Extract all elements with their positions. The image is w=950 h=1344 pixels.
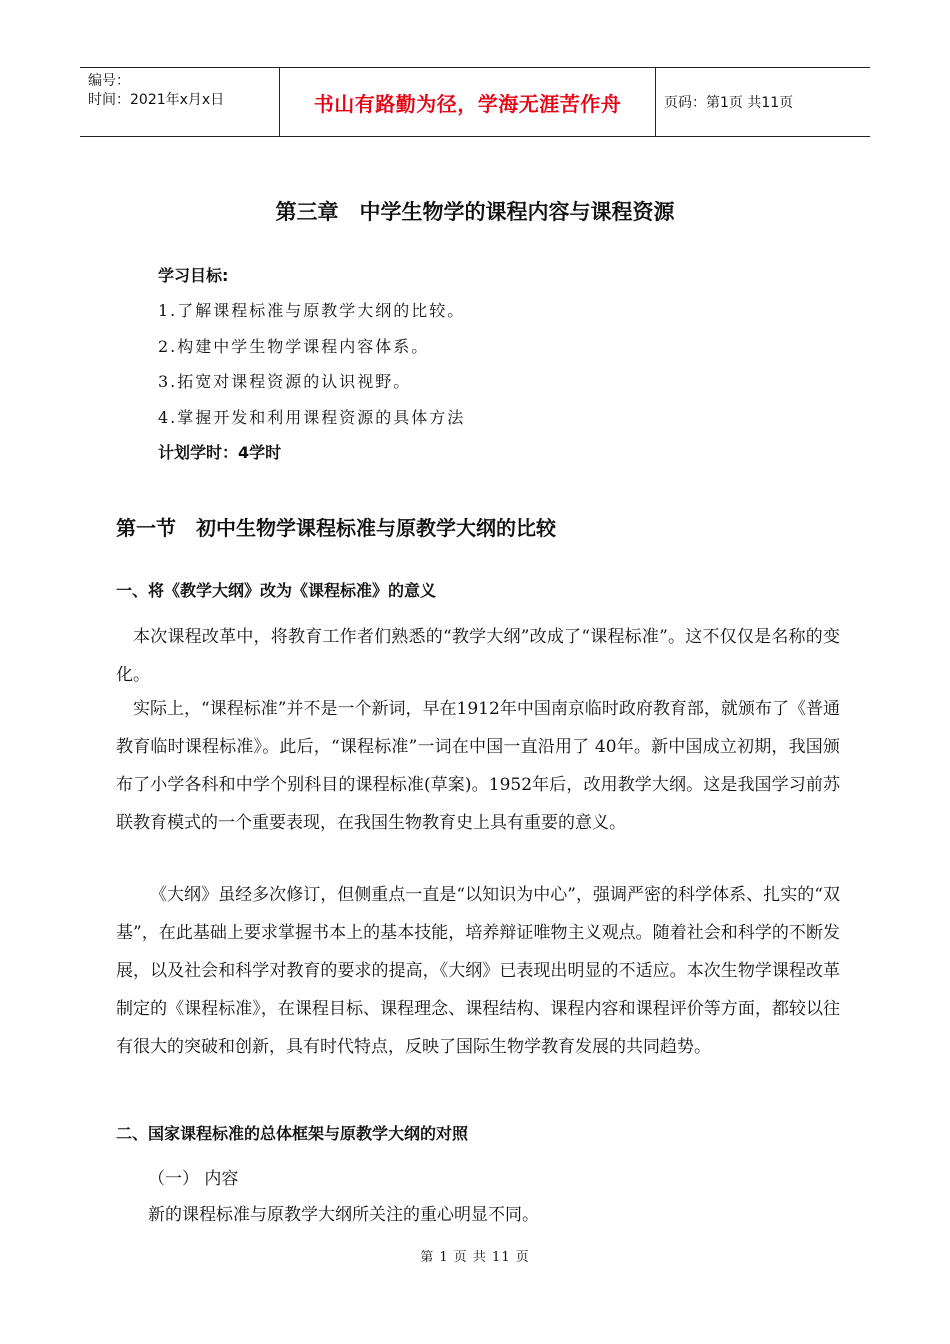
objective-item: 1.了解课程标准与原教学大纲的比较。 — [158, 301, 466, 320]
subsection-heading: 二、国家课程标准的总体框架与原教学大纲的对照 — [116, 1124, 469, 1143]
paragraph: 本次课程改革中，将教育工作者们熟悉的“教学大纲”改成了“课程标准”。这不仅仅是名称的变化。 — [116, 627, 840, 685]
list-item: （一） 内容 — [148, 1169, 239, 1189]
header-time-label: 时间：2021年x月x日 — [88, 92, 225, 108]
header-motto: 书山有路勤为径，学海无涯苦作舟 — [280, 68, 656, 136]
objective-item: 3.拓宽对课程资源的认识视野。 — [158, 372, 412, 391]
subsection-heading: 一、将《教学大纲》改为《课程标准》的意义 — [116, 581, 437, 600]
page-footer: 第 1 页 共 11 页 — [420, 1250, 530, 1265]
objective-item: 4.掌握开发和利用课程资源的具体方法 — [158, 408, 466, 427]
paragraph: 《大纲》虽经多次修订，但侧重点一直是“以知识为中心”，强调严密的科学体系、扎实的“双基”，在此基础上要求掌握书本上的基本技能，培养辩证唯物主义观点。随着社会和科学的不断发展，以及社会和科学对教育的要求的提高，《大纲》已表现出明显的不适应。本次生物学课程改革制定的《课程标准》，在课程目标、课程理念、课程结构、课程内容和课程评价等方面，都较以往有很大的突破和创新，具有时代特点，反映了国际生物学教育发展的共同趋势。 — [116, 885, 840, 1057]
objective-item: 2.构建中学生物学课程内容体系。 — [158, 337, 430, 356]
chapter-title: 第三章 中学生物学的课程内容与课程资源 — [275, 200, 675, 224]
paragraph: 新的课程标准与原教学大纲所关注的重心明显不同。 — [148, 1205, 539, 1225]
header-number-label: 编号： — [88, 73, 130, 89]
header-meta — [80, 68, 280, 136]
planned-hours: 计划学时：4学时 — [158, 443, 282, 462]
page-header — [80, 67, 870, 137]
section-title: 第一节 初中生物学课程标准与原教学大纲的比较 — [116, 516, 556, 540]
header-page-info: 页码：第1页 共11页 — [664, 95, 794, 111]
paragraph: 实际上，“课程标准”并不是一个新词，早在1912年中国南京临时政府教育部，就颁布了《普通教育临时课程标准》。此后，“课程标准”一词在中国一直沿用了 40年。新中国成立初期，我国颁布了小学各科和中学个别科目的课程标准(草案)。1952年后，改用教学大纲。这是我国学习前苏联教育模式的一个重要表现，在我国生物教育史上具有重要的意义。 — [116, 699, 840, 833]
objectives-heading: 学习目标: — [158, 266, 229, 285]
